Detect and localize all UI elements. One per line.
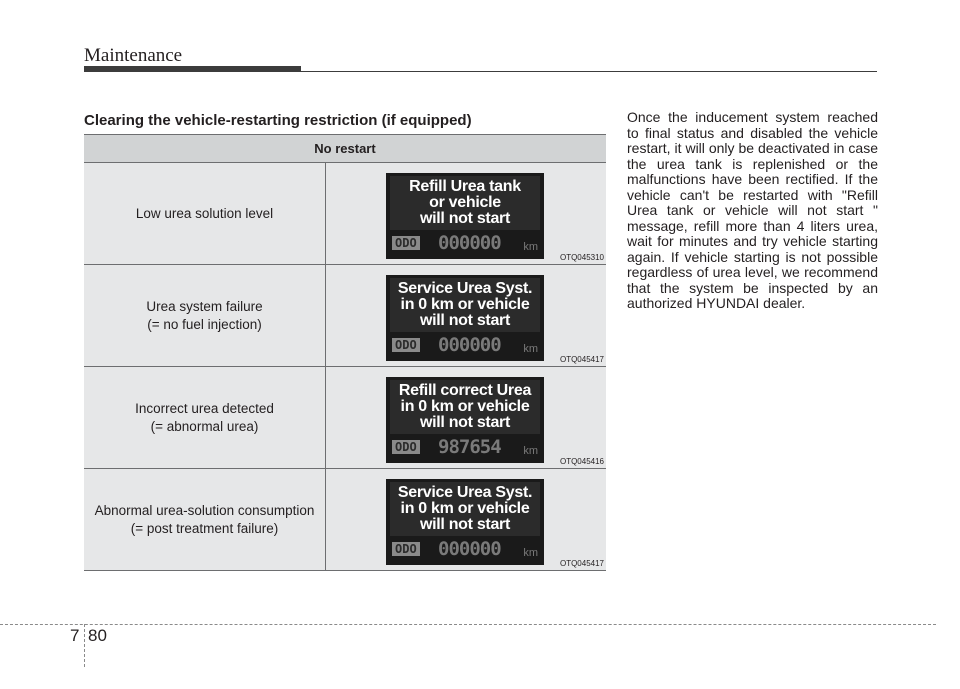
- cluster-message-line: Refill correct Urea: [398, 382, 532, 399]
- page-header-title: Maintenance: [84, 45, 183, 66]
- cluster-message: [390, 278, 540, 332]
- cluster-message: [390, 176, 540, 230]
- table-header: No restart: [84, 135, 606, 163]
- header-rule-thin: [301, 71, 877, 72]
- row-display-cell: [326, 469, 606, 570]
- cluster-message-line: will not start: [419, 516, 511, 533]
- page-number: 80: [88, 626, 107, 645]
- odo-label: ODO: [392, 440, 420, 454]
- cluster-message: [390, 482, 540, 536]
- odo-unit: km: [523, 547, 538, 559]
- footer-rule: [0, 624, 936, 625]
- row-display-cell: [326, 163, 606, 264]
- odo-label: ODO: [392, 236, 420, 250]
- row-condition-label: [84, 469, 326, 570]
- image-code: OTQ045417: [559, 559, 604, 568]
- row-label-line: (= no fuel injection): [147, 316, 262, 332]
- cluster-message-line: in 0 km or vehicle: [400, 398, 530, 415]
- image-code: OTQ045310: [559, 253, 604, 262]
- cluster-message-line: will not start: [419, 312, 511, 329]
- table-row: [84, 163, 606, 265]
- cluster-display-image: [386, 173, 544, 259]
- row-display-cell: [326, 367, 606, 468]
- odo-value: 000000: [438, 538, 501, 560]
- row-label-line: Incorrect urea detected: [135, 400, 274, 416]
- cluster-message-line: Service Urea Syst.: [397, 280, 533, 297]
- cluster-message-line: will not start: [419, 414, 511, 431]
- odo-label: ODO: [392, 338, 420, 352]
- table-row: [84, 265, 606, 367]
- odo-value: 987654: [438, 436, 501, 458]
- row-label-line: (= abnormal urea): [150, 418, 259, 434]
- image-code: OTQ045417: [559, 355, 604, 364]
- row-condition-label: [84, 367, 326, 468]
- cluster-display-image: [386, 479, 544, 565]
- restart-restriction-table: [84, 134, 606, 571]
- row-display-cell: [326, 265, 606, 366]
- odo-unit: km: [523, 343, 538, 355]
- odo-value: 000000: [438, 232, 501, 254]
- body-paragraph: Once the inducement system reached to final status and disabled the vehicle restart, it will only be deactivated in case the urea tank is replenished or the malfunctions have been rectified. If the vehicle can't be restarted with "Refill Urea tank or vehicle will not start " message, refill more than 4 liters urea, wait for minutes and try vehicle starting again. If vehicle starting is not possible regardless of urea level, we recommend that the system be inspected by an authorized HYUNDAI dealer.: [627, 109, 878, 311]
- table-row: [84, 367, 606, 469]
- header-rule-thick: [84, 66, 301, 72]
- row-label-line: (= post treatment failure): [130, 520, 279, 536]
- odo-label: ODO: [392, 542, 420, 556]
- cluster-message-line: will not start: [419, 210, 511, 227]
- section-heading: Clearing the vehicle-restarting restriction (if equipped): [84, 112, 472, 129]
- cluster-message-line: in 0 km or vehicle: [400, 500, 530, 517]
- odo-value: 000000: [438, 334, 501, 356]
- row-condition-label: [84, 265, 326, 366]
- cluster-message: [390, 380, 540, 434]
- cluster-display-image: [386, 377, 544, 463]
- cluster-message-line: or vehicle: [429, 194, 501, 211]
- cluster-message-line: Service Urea Syst.: [397, 484, 533, 501]
- image-code: OTQ045416: [559, 457, 604, 466]
- footer-divider: [84, 624, 85, 667]
- row-label-line: Low urea solution level: [135, 205, 274, 221]
- cluster-message-line: Refill Urea tank: [409, 178, 521, 195]
- cluster-message-line: in 0 km or vehicle: [400, 296, 530, 313]
- row-label-line: Abnormal urea-solution consumption: [94, 502, 315, 518]
- chapter-number: 7: [70, 626, 80, 645]
- odo-unit: km: [523, 445, 538, 457]
- row-label-line: Urea system failure: [146, 298, 263, 314]
- table-row: [84, 469, 606, 571]
- row-condition-label: [84, 163, 326, 264]
- odo-unit: km: [523, 241, 538, 253]
- cluster-display-image: [386, 275, 544, 361]
